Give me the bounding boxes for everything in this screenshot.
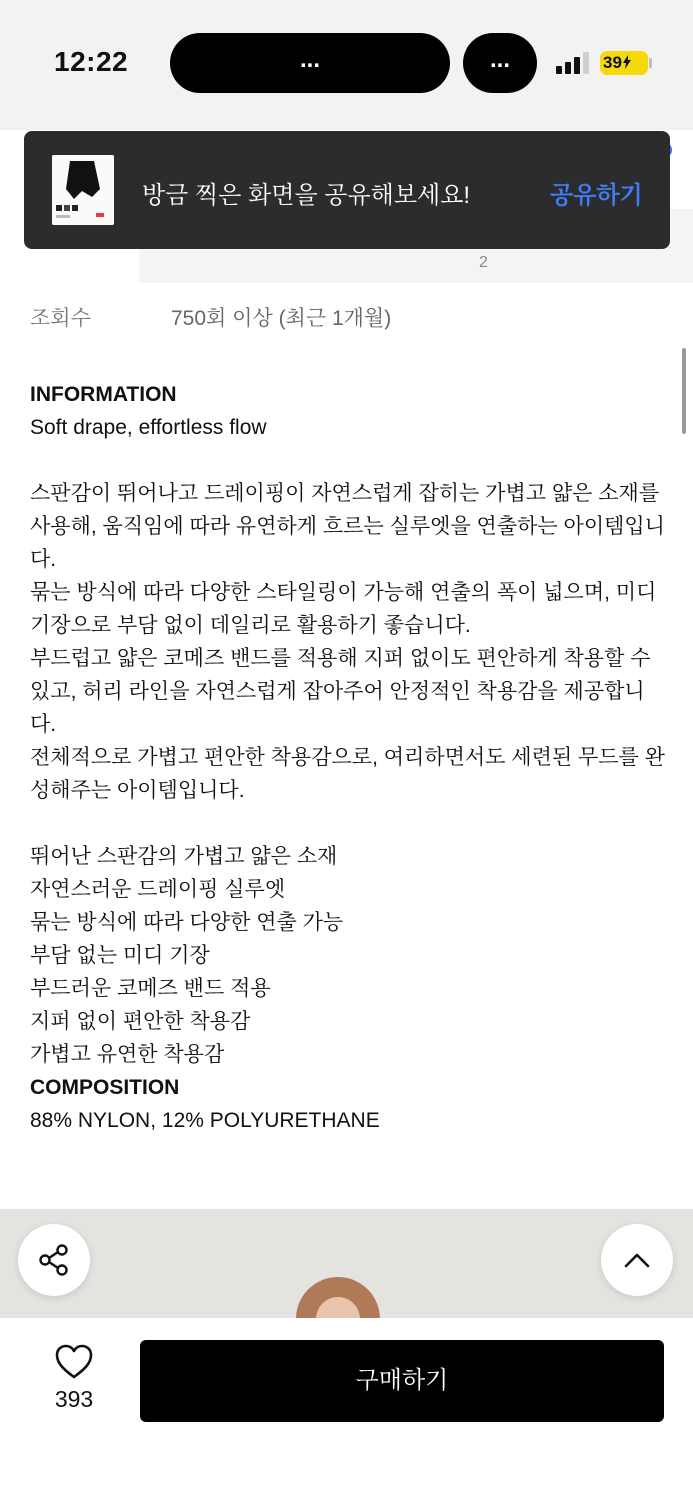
composition-value: 88% NYLON, 12% POLYURETHANE: [30, 1109, 380, 1132]
feature-item: 자연스러운 드레이핑 실루엣: [30, 878, 286, 901]
description-paragraph: 전체적으로 가볍고 편안한 착용감으로, 여리하면서도 세련된 무드를 완성해주는 아이템입니다.: [30, 746, 665, 802]
product-description: [30, 378, 670, 1137]
description-paragraph: 부드럽고 얇은 코메즈 밴드를 적용해 지퍼 없이도 편안하게 착용할 수 있고, 허리 라인을 자연스럽게 잡아주어 안정적인 착용감을 제공합니다.: [30, 647, 651, 736]
skirt-thumbnail-image: [52, 155, 114, 225]
feature-item: 지퍼 없이 편안한 착용감: [30, 1010, 251, 1033]
feature-item: 뛰어난 스판감의 가볍고 얇은 소재: [30, 845, 338, 868]
views-label: 조회수: [30, 307, 91, 330]
views-value: 750회 이상 (최근 1개월): [171, 307, 392, 330]
scroll-top-button[interactable]: [601, 1224, 673, 1296]
share-toast: [24, 131, 670, 249]
screenshot-thumbnail[interactable]: [52, 155, 114, 225]
information-heading: INFORMATION: [30, 383, 177, 406]
buy-button[interactable]: 구매하기: [140, 1340, 664, 1422]
scrollbar[interactable]: [682, 348, 686, 434]
toast-share-button[interactable]: 공유하기: [550, 182, 643, 209]
description-paragraph: 스판감이 뛰어나고 드레이핑이 자연스럽게 잡히는 가볍고 얇은 소재를 사용해, 움직임에 따라 유연하게 흐르는 실루엣을 연출하는 아이템입니다.: [30, 482, 665, 571]
spacer: [30, 807, 670, 840]
heart-icon[interactable]: [54, 1343, 94, 1381]
description-paragraph: 묶는 방식에 따라 다양한 스타일링이 가능해 연출의 폭이 넓으며, 미디 기장으로 부담 없이 데일리로 활용하기 좋습니다.: [30, 581, 657, 637]
charging-bolt-icon: [622, 55, 632, 69]
share-button[interactable]: [18, 1224, 90, 1296]
feature-item: 묶는 방식에 따라 다양한 연출 가능: [30, 911, 344, 934]
battery-icon: [600, 51, 648, 75]
toast-message: 방금 찍은 화면을 공유해보세요!: [142, 182, 471, 209]
tab-count-badge: 2: [479, 254, 488, 271]
battery-level: 39: [603, 53, 622, 72]
dynamic-island-left: ...: [170, 33, 450, 93]
feature-item: 가볍고 유연한 착용감: [30, 1043, 225, 1066]
composition-heading: COMPOSITION: [30, 1076, 180, 1099]
share-icon: [36, 1242, 72, 1278]
cellular-signal-icon: [556, 52, 592, 74]
feature-item: 부드러운 코메즈 밴드 적용: [30, 977, 271, 1000]
feature-item: 부담 없는 미디 기장: [30, 944, 210, 967]
tagline: Soft drape, effortless flow: [30, 416, 267, 439]
dynamic-island-right: ...: [463, 33, 537, 93]
status-time: 12:22: [54, 46, 129, 77]
spacer: [30, 444, 670, 477]
chevron-up-icon: [622, 1250, 652, 1270]
like-count: 393: [54, 1386, 94, 1412]
battery-nub: [649, 58, 652, 68]
